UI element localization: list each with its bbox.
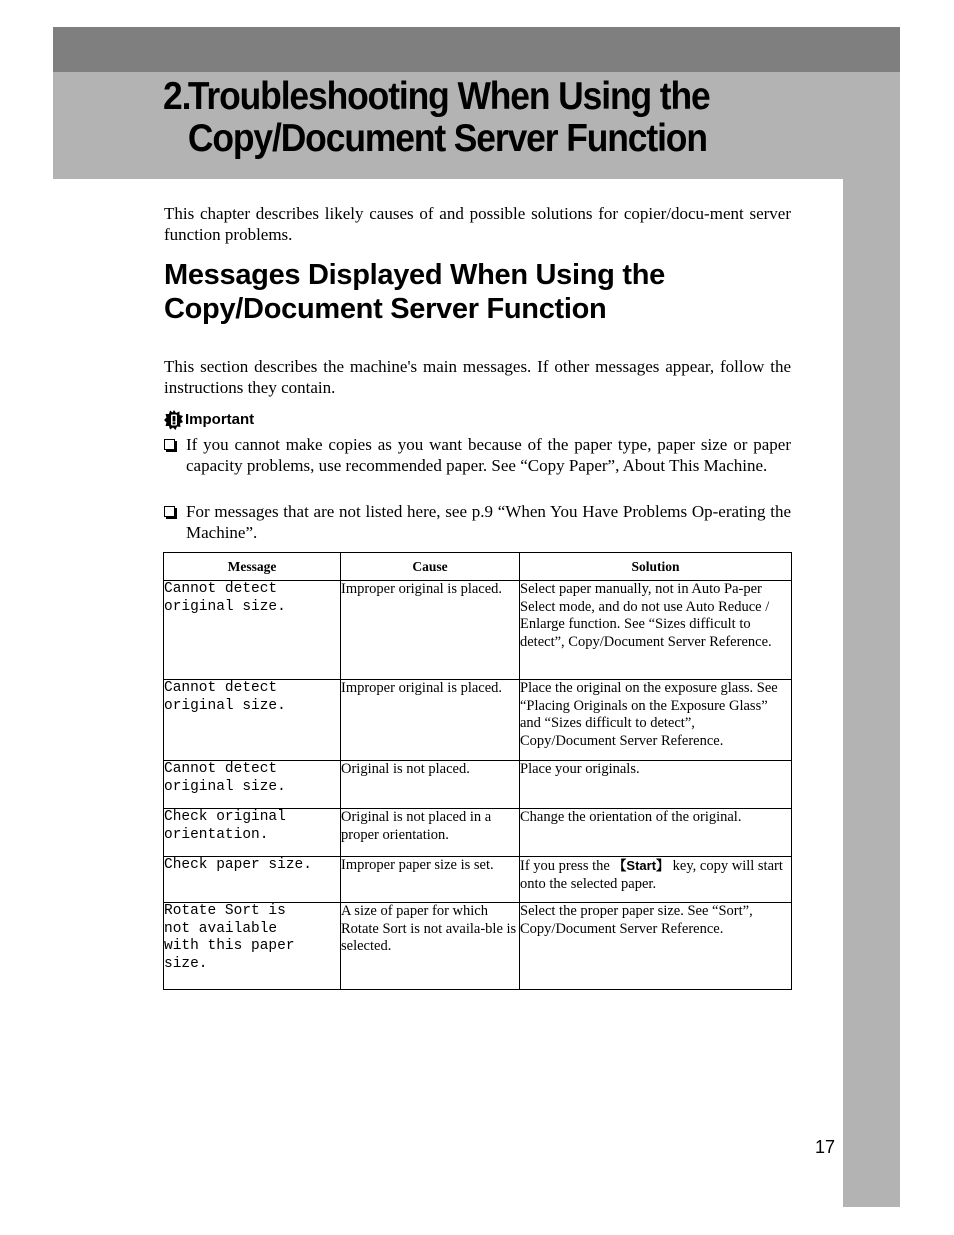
important-item xyxy=(164,502,791,543)
checkbox-bullet-icon xyxy=(164,506,175,517)
header-cause: Cause xyxy=(341,553,520,581)
message-line: size. xyxy=(164,955,208,972)
message-line: original size. xyxy=(164,697,286,714)
cause-cell: Improper original is placed. xyxy=(341,680,520,761)
table-row xyxy=(164,680,792,761)
message-line: orientation. xyxy=(164,826,269,843)
solution-cell: Select the proper paper size. See “Sort”, Copy/Document Server Reference. xyxy=(520,903,792,990)
chapter-side-tab xyxy=(843,179,900,1207)
chapter-number: 2. xyxy=(163,75,191,118)
message-line: Cannot detect xyxy=(164,680,278,696)
solution-text: key, copy will start onto the selected paper. xyxy=(520,858,783,892)
message-line: Cannot detect xyxy=(164,581,278,597)
message-line: with this paper xyxy=(164,938,295,954)
chapter-top-bar xyxy=(53,27,900,72)
header-solution: Solution xyxy=(520,553,792,581)
message-line: Cannot detect xyxy=(164,761,278,777)
solution-cell: Place your originals. xyxy=(520,761,792,809)
chapter-title-line2: Copy/Document Server Function xyxy=(187,117,707,160)
important-item-text: If you cannot make copies as you want because of the paper type, paper size or paper capacity problems, use recommended paper. See “Copy Paper”, About This Machine. xyxy=(186,435,791,475)
message-line: Rotate Sort is xyxy=(164,903,286,919)
solution-text: If you press the xyxy=(520,858,614,874)
chapter-title-line1: Troubleshooting When Using the xyxy=(187,75,710,118)
message-line: Check original xyxy=(164,809,286,825)
table-row xyxy=(164,857,792,903)
important-label: Important xyxy=(185,411,255,428)
table-row xyxy=(164,761,792,809)
message-cell xyxy=(164,581,341,680)
solution-cell xyxy=(520,857,792,903)
cause-cell: Original is not placed. xyxy=(341,761,520,809)
message-line: original size. xyxy=(164,778,286,795)
chapter-title xyxy=(163,76,710,160)
message-line: Check paper size. xyxy=(164,857,312,873)
start-key-label: 【Start】 xyxy=(613,858,670,873)
table-row xyxy=(164,903,792,990)
message-cell xyxy=(164,809,341,857)
message-cell xyxy=(164,680,341,761)
cause-cell: Original is not placed in a proper orientation. xyxy=(341,809,520,857)
table-row xyxy=(164,809,792,857)
table-header-row xyxy=(164,553,792,581)
cause-cell: A size of paper for which Rotate Sort is not availa-ble is selected. xyxy=(341,903,520,990)
section-title xyxy=(164,258,665,326)
header-message: Message xyxy=(164,553,341,581)
important-icon xyxy=(164,410,184,430)
message-cell xyxy=(164,761,341,809)
chapter-intro: This chapter describes likely causes of and possible solutions for copier/docu-ment server function problems. xyxy=(164,204,791,244)
cause-cell: Improper paper size is set. xyxy=(341,857,520,903)
messages-table xyxy=(163,552,792,990)
table-row xyxy=(164,581,792,680)
message-cell xyxy=(164,903,341,990)
cause-cell: Improper original is placed. xyxy=(341,581,520,680)
section-title-line1: Messages Displayed When Using the xyxy=(164,259,665,291)
solution-cell: Select paper manually, not in Auto Pa-per Select mode, and do not use Auto Reduce / Enlarge function. See “Sizes difficult to detect”, Copy/Document Server Reference. xyxy=(520,581,792,680)
message-cell xyxy=(164,857,341,903)
important-item xyxy=(164,435,791,476)
page-number: 17 xyxy=(814,1137,835,1157)
solution-cell: Change the orientation of the original. xyxy=(520,809,792,857)
important-item-text: For messages that are not listed here, see p.9 “When You Have Problems Op-erating the Machine”. xyxy=(186,502,791,542)
section-title-line2: Copy/Document Server Function xyxy=(164,293,607,325)
solution-cell: Place the original on the exposure glass. See “Placing Originals on the Exposure Glass” and “Sizes difficult to detect”, Copy/Document Server Reference. xyxy=(520,680,792,761)
message-line: original size. xyxy=(164,598,286,615)
important-heading xyxy=(164,410,254,430)
section-description: This section describes the machine's main messages. If other messages appear, follow the instructions they contain. xyxy=(164,357,791,397)
checkbox-bullet-icon xyxy=(164,439,175,450)
message-line: not available xyxy=(164,920,278,937)
